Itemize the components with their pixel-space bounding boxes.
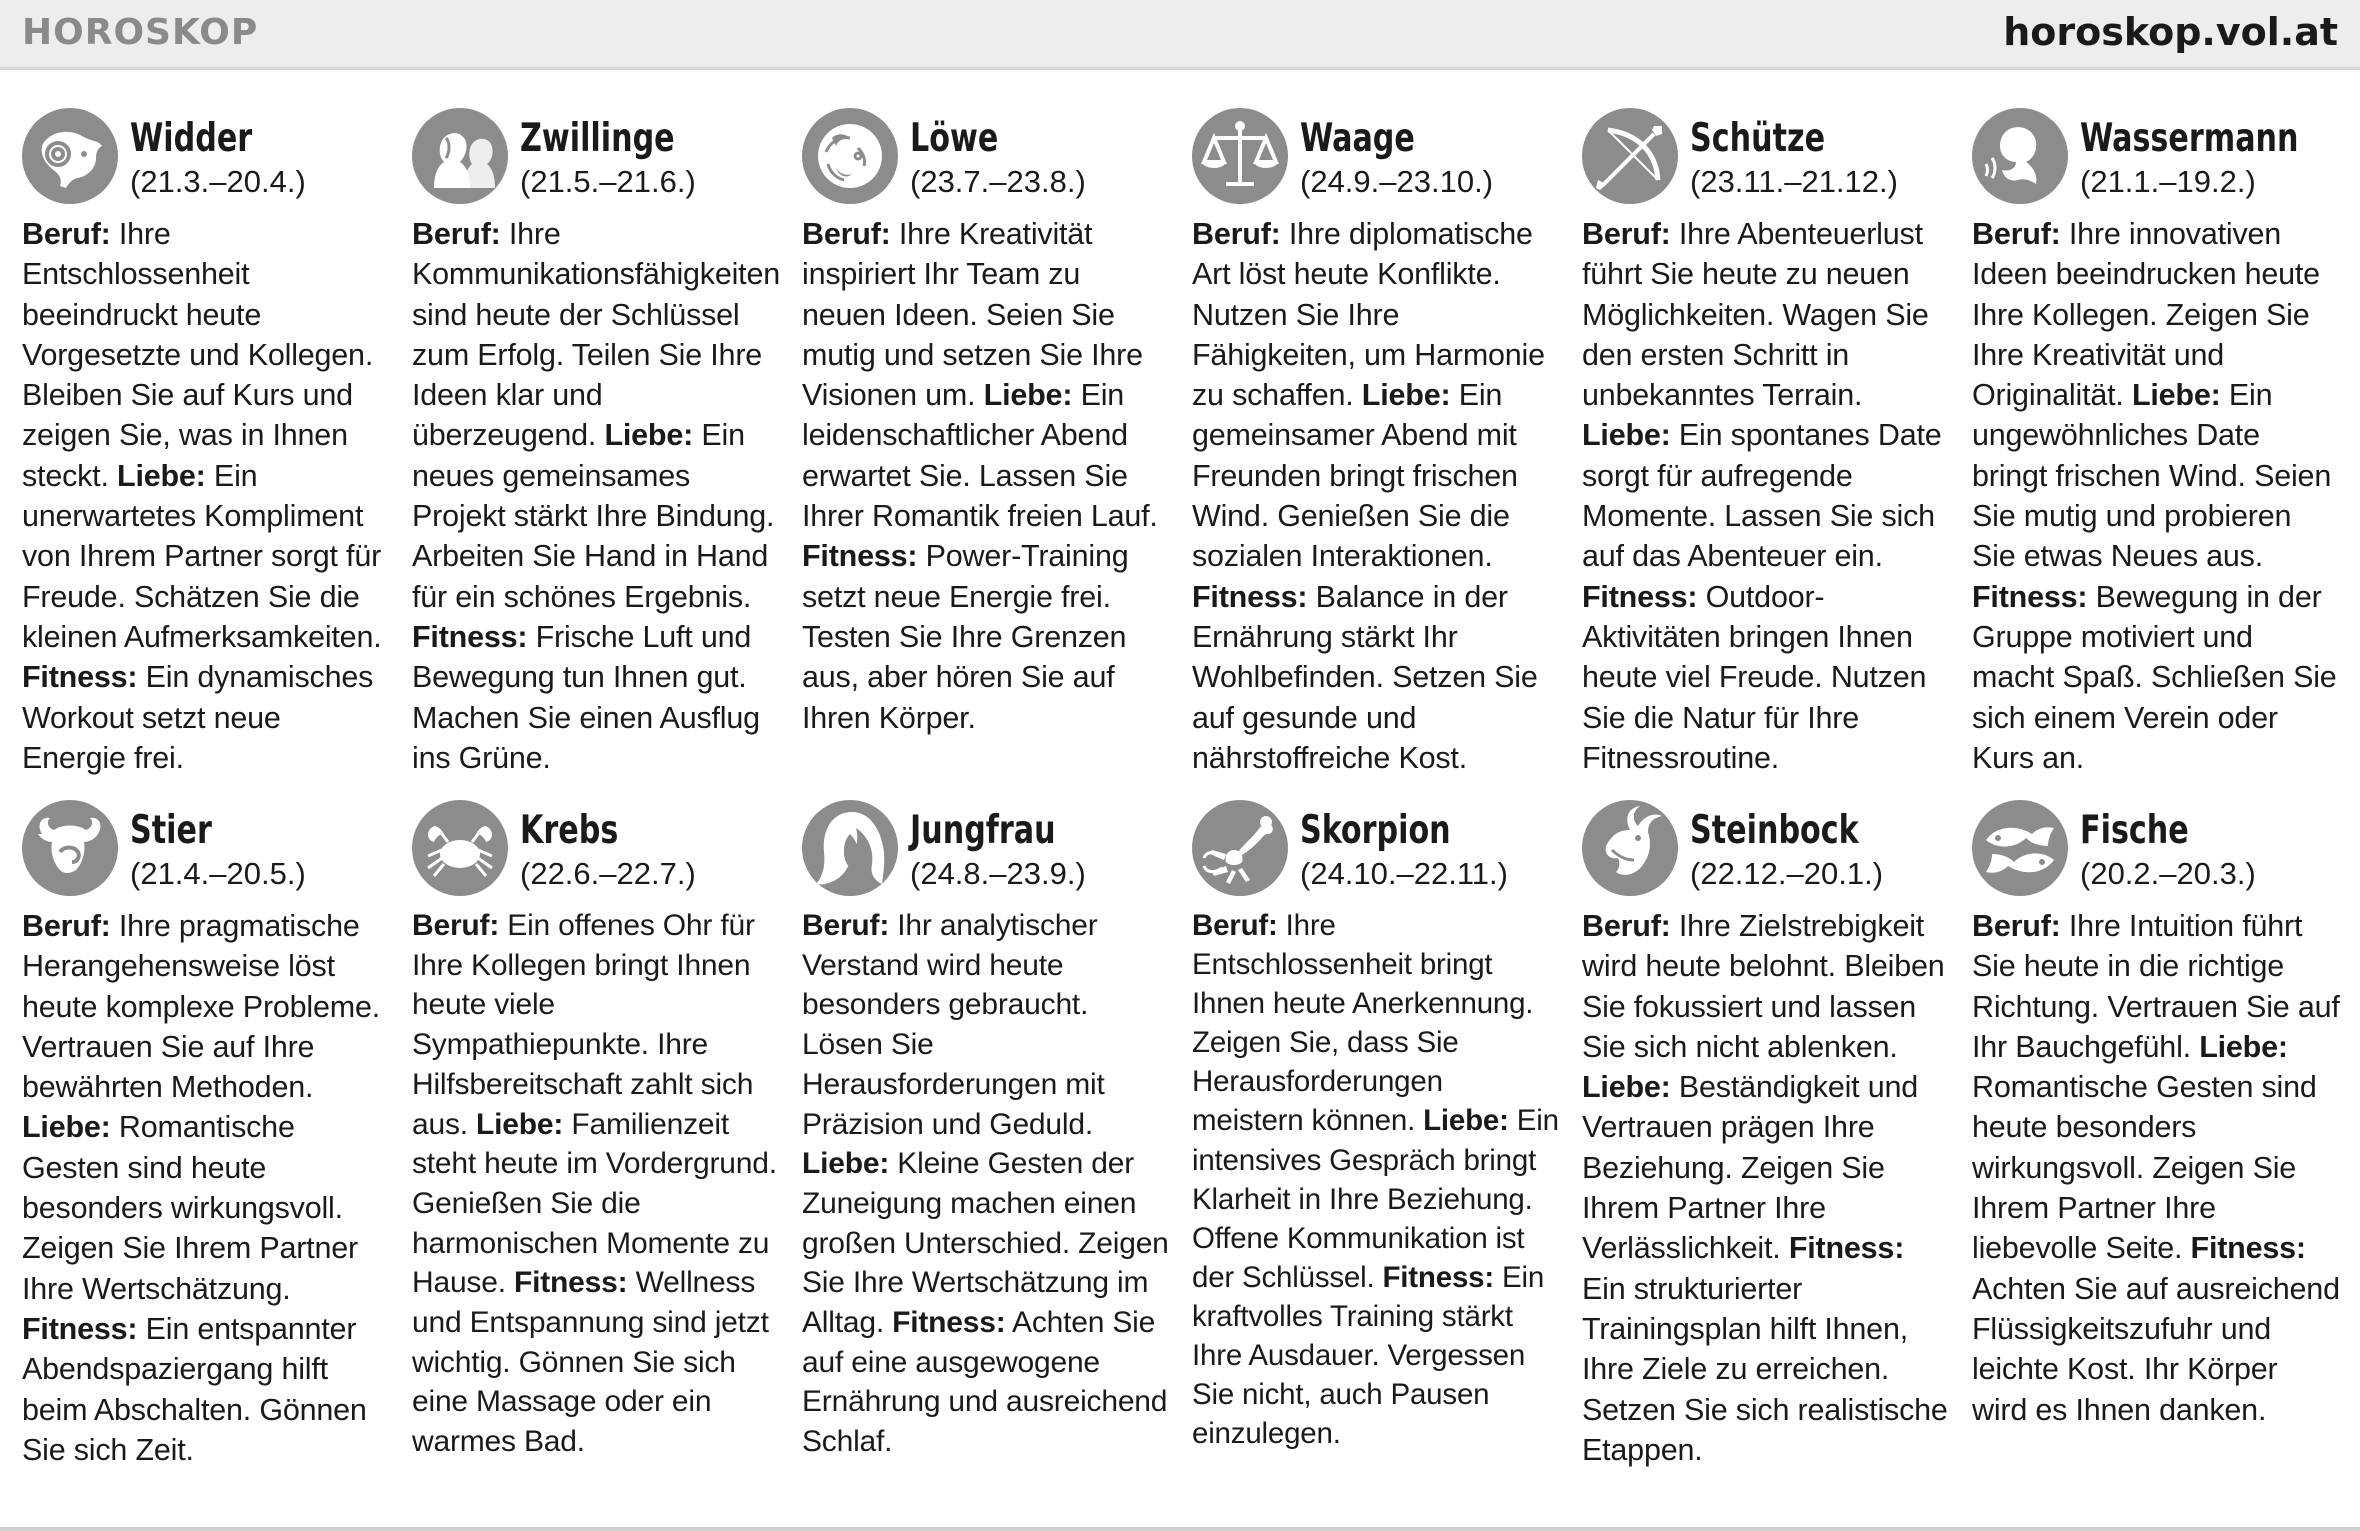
sign-text bbox=[1972, 214, 2340, 778]
fitness-text: Power-Training setzt neue Energie frei. Testen Sie Ihre Grenzen aus, aber hören Sie auf Ihren Körper. bbox=[802, 539, 1129, 735]
lion-icon bbox=[802, 108, 898, 204]
sign-dates: (24.10.–22.11.) bbox=[1300, 856, 1508, 891]
job-label: Beruf: bbox=[22, 909, 111, 943]
job-text: Ihre Entschlossenheit bringt Ihnen heute Anerkennung. Zeigen Sie, dass Sie Herausforderungen meistern können. bbox=[1192, 909, 1534, 1138]
fitness-label: Fitness: bbox=[514, 1266, 628, 1300]
fitness-label: Fitness: bbox=[1788, 1231, 1905, 1266]
crab-icon bbox=[412, 800, 508, 896]
sign-dates: (20.2.–20.3.) bbox=[2080, 856, 2256, 891]
sign-text bbox=[412, 906, 780, 1462]
job-text: Ihre Abenteuerlust führt Sie heute zu neuen Möglichkeiten. Wagen Sie den ersten Schritt in unbekanntes Terrain. bbox=[1582, 217, 1929, 413]
fitness-label: Fitness: bbox=[2190, 1231, 2306, 1266]
fitness-label: Fitness: bbox=[1192, 579, 1308, 614]
job-text: Ihre Zielstrebigkeit wird heute belohnt. Bleiben Sie fokussiert und lassen Sie sich nicht ablenken. bbox=[1582, 909, 1945, 1064]
sign-wassermann bbox=[1972, 108, 2340, 800]
love-text: Ein intensives Gespräch bringt Klarheit in Ihre Beziehung. Offene Kommunikation ist der Schlüssel. bbox=[1192, 1104, 1559, 1294]
sign-jungfrau bbox=[802, 800, 1170, 1500]
sign-header bbox=[1192, 800, 1560, 906]
sign-text bbox=[1192, 906, 1560, 1453]
sign-header bbox=[1972, 108, 2340, 214]
job-label: Beruf: bbox=[412, 909, 500, 942]
love-label: Liebe: bbox=[476, 1107, 564, 1141]
signs-grid bbox=[22, 108, 2342, 1500]
sign-text bbox=[412, 214, 780, 778]
sign-dates: (21.5.–21.6.) bbox=[520, 164, 696, 199]
job-label: Beruf: bbox=[1972, 909, 2061, 943]
sign-schütze bbox=[1582, 108, 1950, 800]
love-label: Liebe: bbox=[1582, 1070, 1671, 1105]
job-label: Beruf: bbox=[1582, 909, 1671, 943]
fish-icon bbox=[1972, 800, 2068, 896]
sign-name: Waage bbox=[1300, 116, 1415, 161]
love-text: Romantische Gesten sind heute besonders wirkungsvoll. Zeigen Sie Ihrem Partner Ihre liebevolle Seite. bbox=[1972, 1070, 2317, 1266]
fitness-text: Ein entspannter Abendspaziergang hilft beim Abschalten. Gönnen Sie sich Zeit. bbox=[22, 1311, 367, 1467]
sign-dates: (24.8.–23.9.) bbox=[910, 856, 1086, 891]
love-text: Romantische Gesten sind heute besonders wirkungsvoll. Zeigen Sie Ihrem Partner Ihre Wertschätzung. bbox=[22, 1110, 358, 1306]
sign-fische bbox=[1972, 800, 2340, 1500]
sign-header bbox=[22, 108, 390, 214]
job-label: Beruf: bbox=[1192, 909, 1278, 942]
sign-name: Löwe bbox=[910, 116, 999, 161]
site-url[interactable]: horoskop.vol.at bbox=[2003, 10, 2338, 54]
fitness-text: Ein strukturierter Trainingsplan hilft Ihnen, Ihre Ziele zu erreichen. Setzen Sie sich realistische Etappen. bbox=[1582, 1271, 1948, 1467]
job-text: Ihre Kreativität inspiriert Ihr Team zu neuen Ideen. Seien Sie mutig und setzen Sie Ihre Visionen um. bbox=[802, 217, 1143, 413]
sign-name: Wassermann bbox=[2080, 116, 2299, 161]
twins-icon bbox=[412, 108, 508, 204]
sign-dates: (23.11.–21.12.) bbox=[1690, 164, 1898, 199]
love-label: Liebe: bbox=[802, 1147, 890, 1181]
scorpion-icon bbox=[1192, 800, 1288, 896]
bull-icon bbox=[22, 800, 118, 896]
job-text: Ihre Kommunikationsfähigkeiten sind heute der Schlüssel zum Erfolg. Teilen Sie Ihre Ideen klar und überzeugend. bbox=[412, 217, 780, 453]
sign-name: Stier bbox=[130, 808, 212, 853]
ibex-icon bbox=[1582, 800, 1678, 896]
job-label: Beruf: bbox=[22, 217, 111, 251]
love-label: Liebe: bbox=[22, 1110, 111, 1145]
job-text: Ihre innovativen Ideen beeindrucken heute Ihre Kollegen. Zeigen Sie Ihre Kreativität und Originalität. bbox=[1972, 217, 2320, 413]
sign-header bbox=[22, 800, 390, 906]
love-text: Kleine Gesten der Zuneigung machen einen großen Unterschied. Zeigen Sie Ihre Wertschätzung im Alltag. bbox=[802, 1147, 1169, 1340]
bow-arrow-icon bbox=[1582, 108, 1678, 204]
fitness-label: Fitness: bbox=[1972, 579, 2088, 614]
fitness-label: Fitness: bbox=[892, 1306, 1006, 1340]
sign-text bbox=[1192, 214, 1560, 778]
job-label: Beruf: bbox=[1582, 217, 1671, 251]
fitness-label: Fitness: bbox=[802, 539, 918, 574]
sign-header bbox=[802, 800, 1170, 906]
love-text: Ein ungewöhnliches Date bringt frischen Wind. Seien Sie mutig und probieren Sie etwas Neues aus. bbox=[1972, 378, 2332, 574]
job-text: Ihre diplomatische Art löst heute Konflikte. Nutzen Sie Ihre Fähigkeiten, um Harmonie zu schaffen. bbox=[1192, 217, 1545, 413]
job-text: Ihr analytischer Verstand wird heute besonders gebraucht. Lösen Sie Herausforderungen mit Präzision und Geduld. bbox=[802, 909, 1105, 1141]
sign-steinbock bbox=[1582, 800, 1950, 1500]
love-text: Ein leidenschaftlicher Abend erwartet Sie. Lassen Sie Ihrer Romantik freien Lauf. bbox=[802, 378, 1158, 534]
job-label: Beruf: bbox=[802, 217, 891, 251]
sign-header bbox=[1972, 800, 2340, 906]
scales-icon bbox=[1192, 108, 1288, 204]
header-bar bbox=[0, 0, 2360, 70]
sign-name: Zwillinge bbox=[520, 116, 675, 161]
sign-header bbox=[412, 800, 780, 906]
love-label: Liebe: bbox=[2199, 1029, 2288, 1064]
job-text: Ihre pragmatische Herangehensweise löst heute komplexe Probleme. Vertrauen Sie auf Ihre bewährten Methoden. bbox=[22, 909, 381, 1105]
sign-dates: (21.4.–20.5.) bbox=[130, 856, 306, 891]
fitness-label: Fitness: bbox=[412, 619, 528, 654]
sign-header bbox=[802, 108, 1170, 214]
love-text: Beständigkeit und Vertrauen prägen Ihre Beziehung. Zeigen Sie Ihrem Partner Ihre Verlässlichkeit. bbox=[1582, 1070, 1918, 1266]
sign-waage bbox=[1192, 108, 1560, 800]
sign-text bbox=[802, 214, 1170, 738]
maiden-icon bbox=[802, 800, 898, 896]
love-label: Liebe: bbox=[1361, 378, 1451, 413]
job-label: Beruf: bbox=[1972, 217, 2061, 251]
sign-name: Widder bbox=[130, 116, 253, 161]
sign-header bbox=[1582, 800, 1950, 906]
sign-name: Jungfrau bbox=[910, 808, 1056, 853]
love-label: Liebe: bbox=[1582, 418, 1671, 453]
love-text: Ein neues gemeinsames Projekt stärkt Ihre Bindung. Arbeiten Sie Hand in Hand für ein schönes Ergebnis. bbox=[412, 418, 775, 614]
fitness-text: Ein kraftvolles Training stärkt Ihre Ausdauer. Vergessen Sie nicht, auch Pausen einzulegen. bbox=[1192, 1260, 1545, 1451]
sign-krebs bbox=[412, 800, 780, 1500]
fitness-text: Bewegung in der Gruppe motiviert und macht Spaß. Schließen Sie sich einem Verein oder Kurs an. bbox=[1972, 579, 2337, 775]
sign-text bbox=[1582, 214, 1950, 778]
section-title: HOROSKOP bbox=[22, 12, 259, 53]
ram-icon bbox=[22, 108, 118, 204]
water-bearer-icon bbox=[1972, 108, 2068, 204]
sign-dates: (22.12.–20.1.) bbox=[1690, 856, 1884, 891]
sign-dates: (21.1.–19.2.) bbox=[2080, 164, 2256, 199]
fitness-text: Wellness und Entspannung sind jetzt wichtig. Gönnen Sie sich eine Massage oder ein warmes Bad. bbox=[412, 1266, 769, 1459]
sign-dates: (22.6.–22.7.) bbox=[520, 856, 696, 891]
bottom-divider bbox=[0, 1527, 2360, 1531]
sign-text bbox=[1582, 906, 1950, 1470]
love-text: Ein spontanes Date sorgt für aufregende Momente. Lassen Sie sich auf das Abenteuer ein. bbox=[1582, 418, 1942, 574]
job-text: Ihre Intuition führt Sie heute in die richtige Richtung. Vertrauen Sie auf Ihr Bauchgefühl. bbox=[1972, 909, 2340, 1064]
job-label: Beruf: bbox=[1192, 217, 1281, 251]
sign-name: Schütze bbox=[1690, 116, 1826, 161]
sign-name: Steinbock bbox=[1690, 808, 1859, 853]
sign-header bbox=[1582, 108, 1950, 214]
love-text: Ein gemeinsamer Abend mit Freunden bringt frischen Wind. Genießen Sie die sozialen Interaktionen. bbox=[1192, 378, 1518, 574]
love-label: Liebe: bbox=[983, 378, 1073, 413]
sign-widder bbox=[22, 108, 390, 800]
fitness-label: Fitness: bbox=[1582, 579, 1698, 614]
fitness-text: Ein dynamisches Workout setzt neue Energie frei. bbox=[22, 660, 374, 775]
fitness-label: Fitness: bbox=[1382, 1260, 1494, 1294]
love-label: Liebe: bbox=[1423, 1104, 1509, 1138]
fitness-text: Outdoor-Aktivitäten bringen Ihnen heute viel Freude. Nutzen Sie die Natur für Ihre Fitnessroutine. bbox=[1582, 579, 1927, 775]
sign-dates: (21.3.–20.4.) bbox=[130, 164, 306, 199]
fitness-text: Achten Sie auf eine ausgewogene Ernährung und ausreichend Schlaf. bbox=[802, 1306, 1168, 1459]
love-label: Liebe: bbox=[604, 418, 694, 453]
sign-löwe bbox=[802, 108, 1170, 800]
job-text: Ihre Entschlossenheit beeindruckt heute Vorgesetzte und Kollegen. Bleiben Sie auf Kurs und zeigen Sie, was in Ihnen steckt. bbox=[22, 217, 374, 493]
sign-text bbox=[802, 906, 1170, 1462]
sign-zwillinge bbox=[412, 108, 780, 800]
job-text: Ein offenes Ohr für Ihre Kollegen bringt Ihnen heute viele Sympathiepunkte. Ihre Hilfsbereitschaft zahlt sich aus. bbox=[412, 909, 755, 1141]
sign-name: Fische bbox=[2080, 808, 2189, 853]
love-text: Ein unerwartetes Kompliment von Ihrem Partner sorgt für Freude. Schätzen Sie die kleinen Aufmerksamkeiten. bbox=[22, 458, 382, 654]
sign-header bbox=[412, 108, 780, 214]
sign-name: Krebs bbox=[520, 808, 619, 853]
sign-dates: (24.9.–23.10.) bbox=[1300, 164, 1494, 199]
fitness-text: Achten Sie auf ausreichend Flüssigkeitszufuhr und leichte Kost. Ihr Körper wird es Ihnen danken. bbox=[1972, 1271, 2340, 1427]
fitness-label: Fitness: bbox=[22, 660, 138, 695]
love-label: Liebe: bbox=[117, 458, 206, 493]
fitness-text: Balance in der Ernährung stärkt Ihr Wohlbefinden. Setzen Sie auf gesunde und nährstoffreiche Kost. bbox=[1192, 579, 1538, 775]
sign-stier bbox=[22, 800, 390, 1500]
fitness-text: Frische Luft und Bewegung tun Ihnen gut. Machen Sie einen Ausflug ins Grüne. bbox=[412, 619, 760, 775]
sign-dates: (23.7.–23.8.) bbox=[910, 164, 1086, 199]
sign-name: Skorpion bbox=[1300, 808, 1451, 853]
fitness-label: Fitness: bbox=[22, 1311, 138, 1346]
sign-text bbox=[22, 906, 390, 1470]
sign-text bbox=[22, 214, 390, 778]
job-label: Beruf: bbox=[802, 909, 890, 942]
sign-header bbox=[1192, 108, 1560, 214]
job-label: Beruf: bbox=[412, 217, 501, 251]
sign-text bbox=[1972, 906, 2340, 1430]
sign-skorpion bbox=[1192, 800, 1560, 1500]
love-label: Liebe: bbox=[2131, 378, 2221, 413]
love-text: Familienzeit steht heute im Vordergrund. Genießen Sie die harmonischen Momente zu Hause. bbox=[412, 1107, 777, 1300]
